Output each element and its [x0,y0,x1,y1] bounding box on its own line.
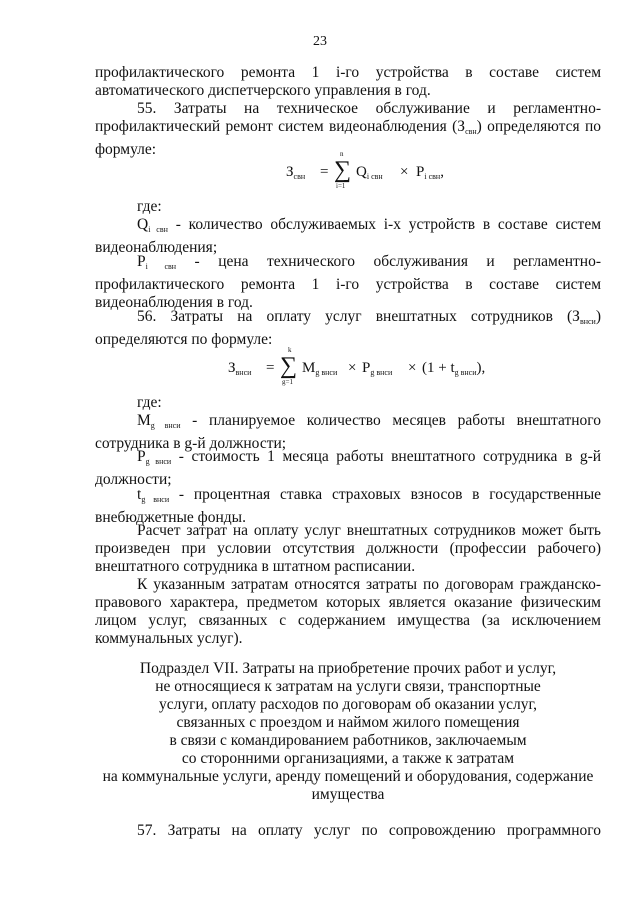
equals-sign: = [320,164,329,180]
heading-line: на коммунальные услуги, аренду помещений и оборудования, содержание [102,768,594,785]
text-line: $t_{g внси}$ - процентная ставка страховых взносов в государственные [137,486,601,504]
definition-p [95,253,601,312]
formula-p: $P_{i свн}$, [416,164,444,181]
equals-sign: = [266,360,275,376]
heading-line: связанных с проездом и наймом жилого помещения [176,714,520,731]
text-line: сотрудника в g-й должности; [95,435,287,452]
heading-line: Подраздел VII. Затраты на приобретение прочих работ и услуг, [139,660,557,677]
times-sign: × [348,360,357,376]
heading-line: имущества [311,786,385,803]
text-line: лицом услуг, связанных с содержанием имущества (за исключением [95,612,601,629]
text-line: $Q_{i свн}$ - количество обслуживаемых i-х устройств в составе систем [137,216,602,234]
times-sign: × [408,360,417,376]
definition-pg [95,448,601,489]
text-line: 55. Затраты на техническое обслуживание и регламентно- [137,100,601,117]
text-line: $M_{g внси}$ - планируемое количество месяцев работы внештатного [137,412,601,430]
subsection-heading [95,660,601,804]
text-line: произведен при условии отсутствия должности (профессии рабочего) [95,540,601,557]
sum-sign: ∑ [334,157,352,183]
sum-sign: ∑ [280,353,298,379]
paragraph-56 [95,308,601,349]
definition-t [95,486,601,527]
text-line: 57. Затраты на оплату услуг по сопровождению программного [137,822,601,839]
sum-upper-limit: k [288,346,292,354]
text-line: где: [137,394,162,411]
text-fragment: ) определяются по [476,118,601,135]
where-label-1 [95,198,601,216]
text-line: $P_{i свн}$ - цена технического обслуживания и регламентно- [137,253,601,271]
calculation-paragraph [95,522,601,576]
text-line: 56. Затраты на оплату услуг внештатных сотрудников $(З_{внси})$ [137,308,601,326]
text-line: Расчет затрат на оплату услуг внештатных сотрудников может быть [137,522,601,539]
text-line: правового характера, предметом которых является оказание физическим [95,594,601,611]
sum-lower-limit: i=1 [336,182,346,190]
text-line: где: [137,198,162,215]
where-label-2 [95,394,601,412]
definition-m [95,412,601,453]
definition-q [95,216,601,257]
formula-2 [228,344,488,388]
page-number: 23 [313,34,327,49]
heading-line: со сторонними организациями, а также к затратам [181,750,515,767]
heading-line: услуги, оплату расходов по договорам об оказании услуг, [159,696,537,713]
text-line: внештатного сотрудника в штатном расписании. [95,558,416,575]
formula-paren: $(1 + t_{g внси})$, [422,360,486,377]
formula-p: $P_{g внси}$ [362,360,393,377]
heading-line: не относящиеся к затратам на услуги связи, транспортные [155,678,541,695]
formula-lhs: $З_{свн}$ [286,164,306,181]
text-line: видеонаблюдения; [95,239,218,256]
text-line: автоматического диспетчерского управления в год. [95,82,431,99]
times-sign: × [400,164,409,180]
formula-m: $M_{g внси}$ [302,360,338,377]
text-line: видеонаблюдения в год. [95,294,253,311]
text-line: внебюджетные фонды. [95,509,246,526]
text-line: К указанным затратам относятся затраты по договорам гражданско- [137,576,601,593]
continuation-text [95,64,601,100]
text-line [95,118,601,141]
text-fragment: профилактический ремонт систем видеонаблюдения (З [95,118,466,135]
formula-lhs: $З_{внси}$ [228,360,252,377]
paragraph-57 [95,822,601,840]
text-line: формуле: [95,141,157,158]
text-line: профилактического ремонта 1 i-го устройства в составе систем [95,64,601,81]
sum-lower-limit: g=1 [282,378,293,386]
text-line: $P_{g внси}$ - стоимость 1 месяца работы внештатного сотрудника в g-й [137,448,602,466]
subscript: свн [465,127,477,136]
text-line: должности; [95,471,172,488]
formula-1 [286,148,486,192]
heading-line: в связи с командированием работников, заключаемым [169,732,527,749]
sum-upper-limit: n [340,150,344,158]
costs-paragraph [95,576,601,648]
text-line: определяются по формуле: [95,331,273,348]
text-line: коммунальных услуг). [95,630,243,647]
text-line: профилактического ремонта 1 i-го устройства в составе систем [95,276,601,293]
formula-q: $Q_{i свн}$ [356,164,383,181]
